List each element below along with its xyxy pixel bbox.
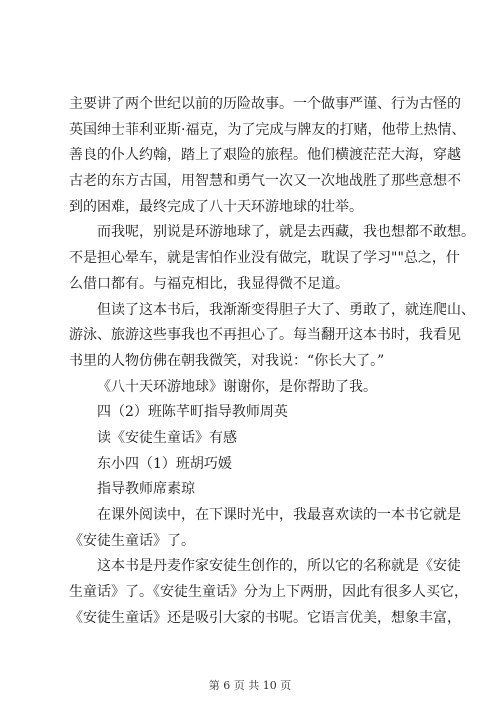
paragraph-first-line: 《八十天环游地球》谢谢你，是你帮助了我。 — [97, 378, 377, 395]
teacher-line: 指导教师席素琼 — [97, 481, 195, 498]
text-line: 主要讲了两个世纪以前的历险故事。一个做事严谨、行为古怪的 — [69, 96, 461, 112]
text-line: 英国绅士菲利亚斯·福克，为了完成与牌友的打赌，他带上热情、 — [69, 121, 466, 138]
paragraph-first-line: 这本书是丹麦作家安徒生创作的，所以它的名称就是《安徒 — [97, 558, 461, 575]
page-number-footer: 第 6 页 共 10 页 — [208, 679, 292, 692]
text-line: 么借口都有。与福克相比，我显得微不足道。 — [69, 275, 349, 292]
text-line: 生童话》了。《安徒生童话》分为上下两册，因此有很多人买它， — [69, 584, 468, 601]
paragraph-first-line: 在课外阅读中，在下课时光中，我最喜欢读的一本书它就是 — [97, 507, 461, 523]
text-line: 《安徒生童话》还是吸引大家的书呢。它语言优美，想象丰富， — [69, 609, 461, 626]
text-line: 到的困难，最终完成了八十天环游地球的壮举。 — [69, 198, 363, 215]
paragraph-first-line: 而我呢，别说是环游地球了，就是去西藏，我也想都不敢想。 — [97, 224, 475, 241]
text-line: 《安徒生童话》了。 — [69, 532, 195, 549]
text-line: 游泳、旅游这些事我也不再担心了。每当翻开这本书时，我看见 — [69, 327, 461, 344]
author-line: 东小四（1）班胡巧媛 — [97, 455, 232, 472]
author-line: 四（2）班陈芊町指导教师周英 — [97, 404, 288, 421]
text-line: 书里的人物仿佛在朝我微笑，对我说：“你长大了。” — [69, 352, 385, 369]
essay-title: 读《安徒生童话》有感 — [97, 429, 237, 446]
text-line: 古老的东方古国，用智慧和勇气一次又一次地战胜了那些意想不 — [69, 173, 461, 190]
text-line: 善良的仆人约翰，踏上了艰险的旅程。他们横渡茫茫大海，穿越 — [69, 147, 461, 164]
text-line: 不是担心晕车，就是害怕作业没有做完，耽误了学习""总之，什 — [69, 250, 460, 267]
document-body — [69, 92, 475, 631]
paragraph-first-line: 但读了这本书后，我渐渐变得胆子大了、勇敢了，就连爬山、 — [97, 301, 475, 318]
